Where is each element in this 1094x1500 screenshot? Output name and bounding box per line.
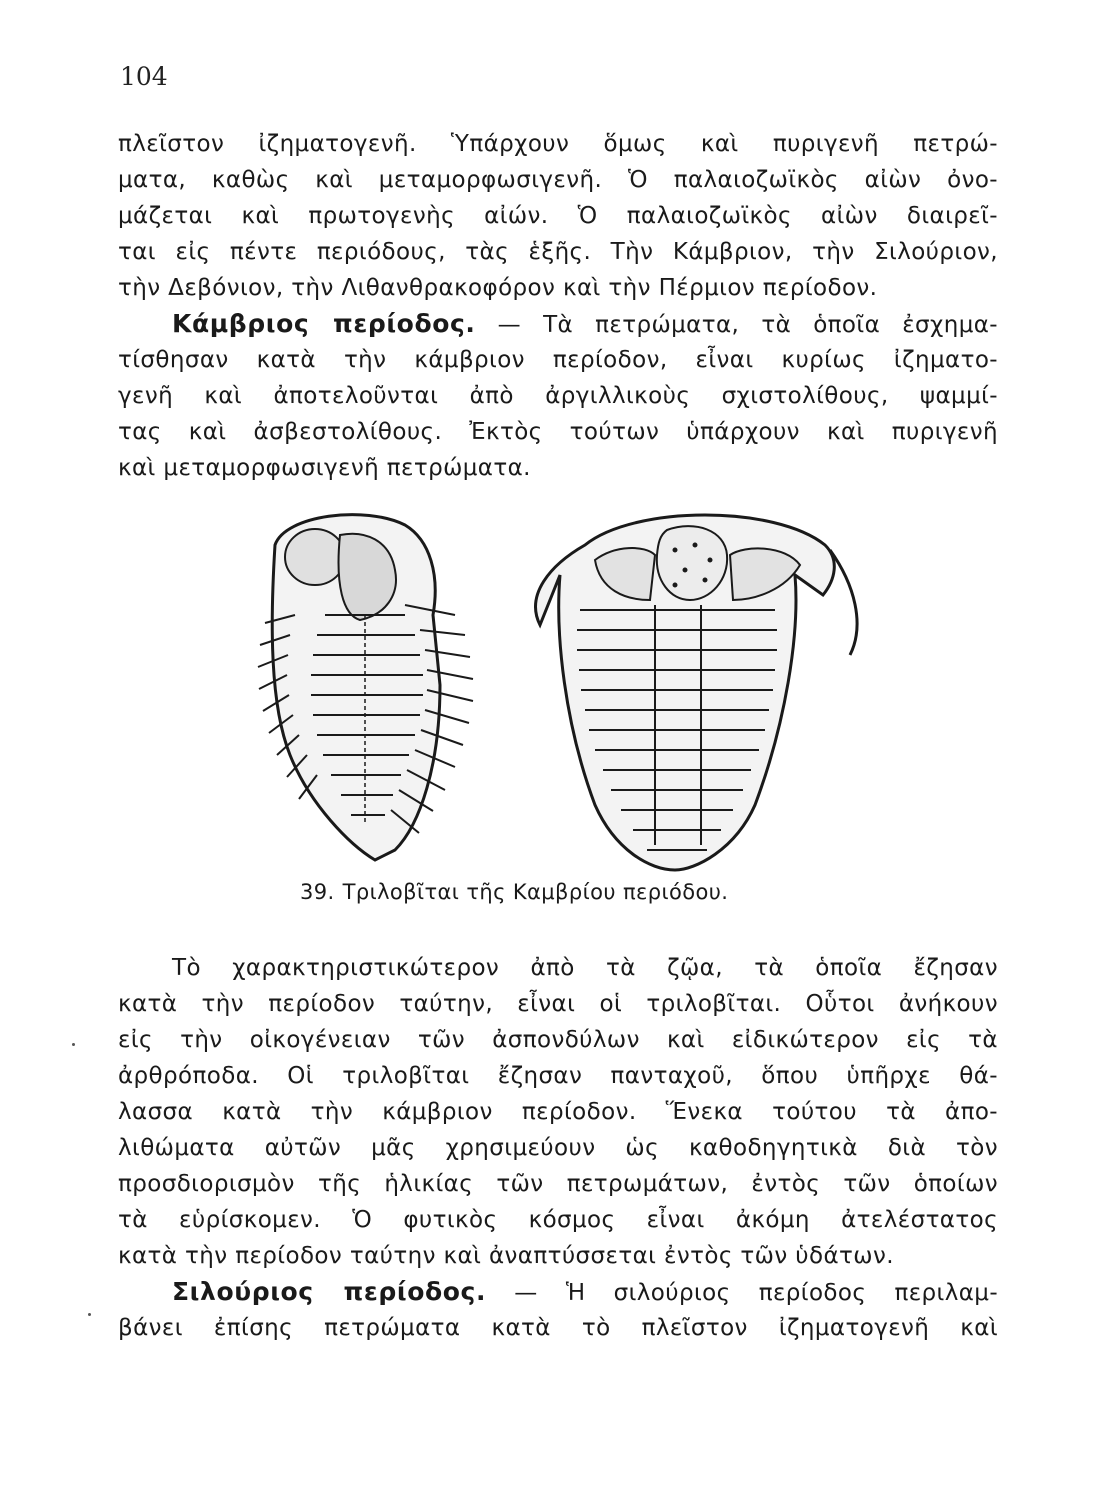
text-line: βάνει ἐπίσης πετρώματα κατὰ τὸ πλεῖστον ἰζηματογενῆ καὶ xyxy=(118,1315,998,1341)
text-line: ἀρθρόποδα. Οἱ τριλοβῖται ἔζησαν πανταχοῦ, ὅπου ὑπῆρχε θά- xyxy=(118,1063,998,1089)
silurian-first-line: — Ἡ σιλούριος περίοδος περιλαμ- xyxy=(514,1280,999,1306)
text-line: Τὸ χαρακτηριστικώτερον ἀπὸ τὰ ζῷα, τὰ ὁποῖα ἔζησαν xyxy=(172,955,998,981)
text-line: τὰ εὑρίσκομεν. Ὁ φυτικὸς κόσμος εἶναι ἀκόμη ἀτελέστατος xyxy=(118,1207,998,1233)
cambrian-first-line: — Τὰ πετρώματα, τὰ ὁποῖα ἐσχημα- xyxy=(497,312,998,338)
text-line: ματα, καθὼς καὶ μεταμορφωσιγενῆ. Ὁ παλαιοζωϊκὸς αἰὼν ὀνο- xyxy=(118,167,998,193)
silurian-section xyxy=(118,1274,998,1346)
text-line: κατὰ τὴν περίοδον ταύτην καὶ ἀναπτύσσεται ἐντὸς τῶν ὑδάτων. xyxy=(118,1243,894,1269)
cambrian-heading: Κάμβριος περίοδος. xyxy=(172,309,476,338)
text-line: τίσθησαν κατὰ τὴν κάμβριον περίοδον, εἶναι κυρίως ἰζηματο- xyxy=(118,347,998,373)
text-line: πλεῖστον ἰζηματογενῆ. Ὑπάρχουν ὅμως καὶ πυριγενῆ πετρώ- xyxy=(118,131,998,157)
text-line: λιθώματα αὐτῶν μᾶς χρησιμεύουν ὡς καθοδηγητικὰ διὰ τὸν xyxy=(118,1135,998,1161)
figure-number: 39. xyxy=(300,880,335,904)
trilobite-left-icon xyxy=(258,515,473,860)
text-line: μάζεται καὶ πρωτογενὴς αἰών. Ὁ παλαιοζωϊκὸς αἰὼν διαιρεῖ- xyxy=(118,203,998,229)
print-speck xyxy=(88,1313,91,1316)
text-line: κατὰ τὴν περίοδον ταύτην, εἶναι οἱ τριλοβῖται. Οὗτοι ἀνήκουν xyxy=(118,991,998,1017)
trilobite-figure xyxy=(255,505,895,875)
silurian-heading: Σιλούριος περίοδος. xyxy=(172,1277,487,1306)
text-line: γενῆ καὶ ἀποτελοῦνται ἀπὸ ἀργιλλικοὺς σχιστολίθους, ψαμμί- xyxy=(118,383,998,409)
text-line xyxy=(118,1274,998,1310)
intro-paragraph xyxy=(118,126,998,306)
cambrian-section xyxy=(118,306,998,486)
trilobite-paragraph xyxy=(118,950,998,1274)
text-line: ται εἰς πέντε περιόδους, τὰς ἑξῆς. Τὴν Κάμβριον, τὴν Σιλούριον, xyxy=(118,239,998,265)
print-speck xyxy=(72,1043,75,1046)
text-line xyxy=(118,306,998,342)
trilobite-right-icon xyxy=(536,515,857,870)
page-number: 104 xyxy=(120,62,168,91)
text-line: καὶ μεταμορφωσιγενῆ πετρώματα. xyxy=(118,455,531,481)
text-line: τὴν Δεβόνιον, τὴν Λιθανθρακοφόρον καὶ τὴν Πέρμιον περίοδον. xyxy=(118,275,878,301)
figure-caption-text: Τριλοβῖται τῆς Καμβρίου περιόδου. xyxy=(342,880,729,904)
text-line: τας καὶ ἀσβεστολίθους. Ἐκτὸς τούτων ὑπάρχουν καὶ πυριγενῆ xyxy=(118,419,998,445)
text-line: προσδιορισμὸν τῆς ἡλικίας τῶν πετρωμάτων, ἐντὸς τῶν ὁποίων xyxy=(118,1171,998,1197)
figure-caption xyxy=(300,880,800,904)
text-line: εἰς τὴν οἰκογένειαν τῶν ἀσπονδύλων καὶ εἰδικώτερον εἰς τὰ xyxy=(118,1027,998,1053)
text-line: λασσα κατὰ τὴν κάμβριον περίοδον. Ἕνεκα τούτου τὰ ἀπο- xyxy=(118,1099,998,1125)
